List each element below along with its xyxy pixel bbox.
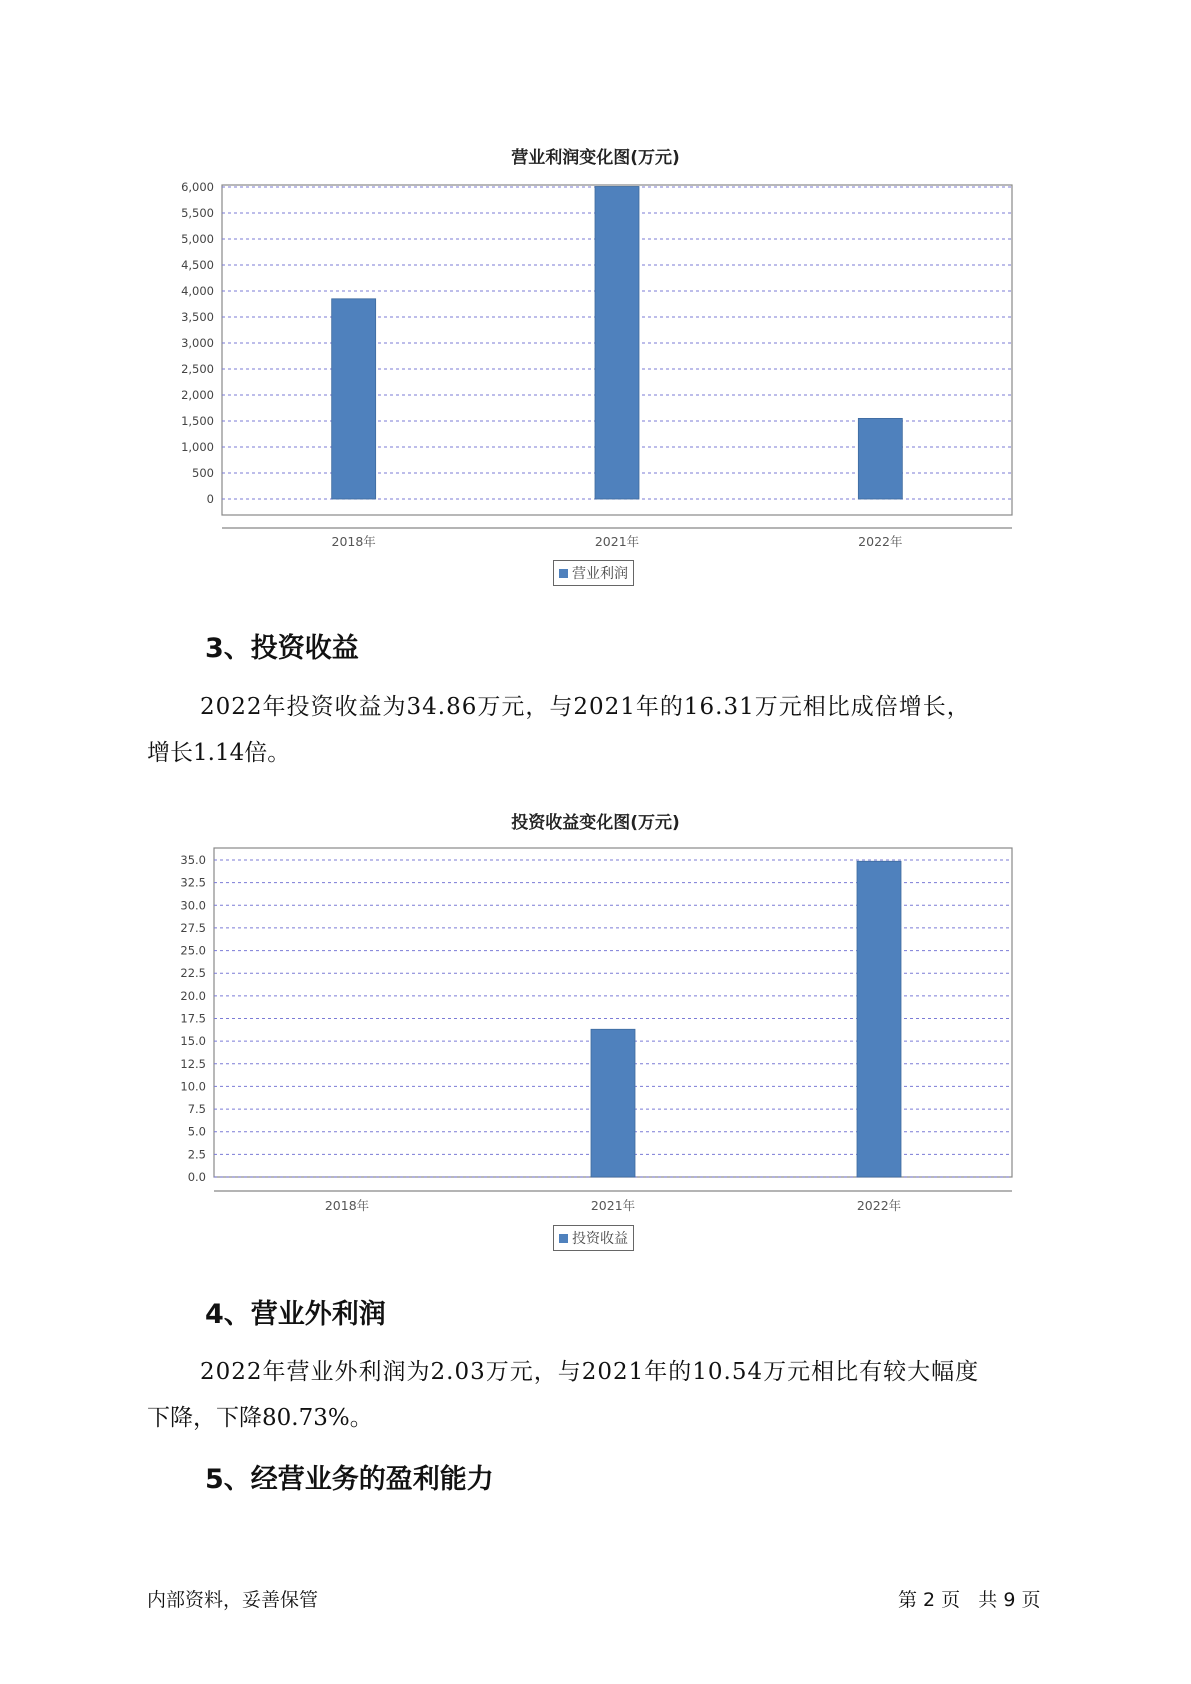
y-tick-label: 1,500 <box>181 414 214 428</box>
section-heading-investment-income: 3、投资收益 <box>205 633 359 664</box>
y-tick-label: 2.5 <box>187 1147 206 1162</box>
y-tick-label: 32.5 <box>180 875 206 890</box>
y-tick-label: 5.0 <box>187 1124 206 1139</box>
chart-legend-investment-income <box>553 1225 634 1251</box>
paragraph-line: 2022年营业外利润为2.03万元，与2021年的10.54万元相比有较大幅度 <box>200 1359 980 1385</box>
bar <box>857 861 901 1177</box>
y-tick-label: 22.5 <box>180 966 206 981</box>
footer-page-number: 第 2 页 共 9 页 <box>898 1589 1041 1611</box>
y-tick-label: 25.0 <box>180 943 206 958</box>
x-category-label: 2022年 <box>858 534 903 549</box>
paragraph-line: 下降，下降80.73%。 <box>147 1405 373 1431</box>
y-tick-label: 27.5 <box>180 920 206 935</box>
y-tick-label: 12.5 <box>180 1056 206 1071</box>
chart-title-operating-profit: 营业利润变化图(万元) <box>511 148 680 168</box>
y-tick-label: 2,000 <box>181 388 214 402</box>
legend-swatch <box>559 1234 568 1243</box>
y-tick-label: 500 <box>192 466 214 480</box>
y-tick-label: 4,000 <box>181 284 214 298</box>
legend-label: 营业利润 <box>572 566 628 582</box>
x-category-label: 2018年 <box>324 1198 370 1213</box>
y-tick-label: 0 <box>206 492 214 506</box>
y-tick-label: 1,000 <box>181 440 214 454</box>
x-category-label: 2018年 <box>331 534 376 549</box>
x-category-label: 2022年 <box>856 1198 902 1213</box>
x-category-label: 2021年 <box>594 534 640 549</box>
y-tick-label: 6,000 <box>181 180 214 194</box>
y-tick-label: 3,000 <box>181 336 214 350</box>
bar <box>591 1029 635 1177</box>
y-tick-label: 7.5 <box>187 1102 206 1117</box>
y-tick-label: 4,500 <box>181 258 214 272</box>
chart-title-investment-income: 投资收益变化图(万元) <box>511 813 680 833</box>
paragraph-line: 2022年投资收益为34.86万元，与2021年的16.31万元相比成倍增长， <box>200 694 971 720</box>
y-tick-label: 0.0 <box>187 1170 206 1184</box>
footer-confidential-note: 内部资料，妥善保管 <box>147 1589 319 1611</box>
section-heading-non-operating-profit: 4、营业外利润 <box>205 1299 386 1330</box>
y-tick-label: 35.0 <box>180 853 206 867</box>
y-tick-label: 30.0 <box>180 898 206 913</box>
legend-label: 投资收益 <box>572 1231 628 1247</box>
section-heading-operating-profitability: 5、经营业务的盈利能力 <box>205 1464 494 1495</box>
y-tick-label: 5,500 <box>181 206 214 220</box>
y-tick-label: 2,500 <box>181 362 214 376</box>
y-tick-label: 17.5 <box>180 1011 206 1026</box>
y-tick-label: 20.0 <box>180 988 206 1003</box>
y-tick-label: 15.0 <box>180 1034 206 1049</box>
y-tick-label: 5,000 <box>181 232 214 246</box>
x-category-label: 2021年 <box>590 1198 636 1213</box>
y-tick-label: 10.0 <box>180 1079 206 1094</box>
y-tick-label: 3,500 <box>181 310 214 324</box>
paragraph-line: 增长1.14倍。 <box>147 740 291 766</box>
paragraph-non-operating-profit <box>147 1349 1059 1441</box>
